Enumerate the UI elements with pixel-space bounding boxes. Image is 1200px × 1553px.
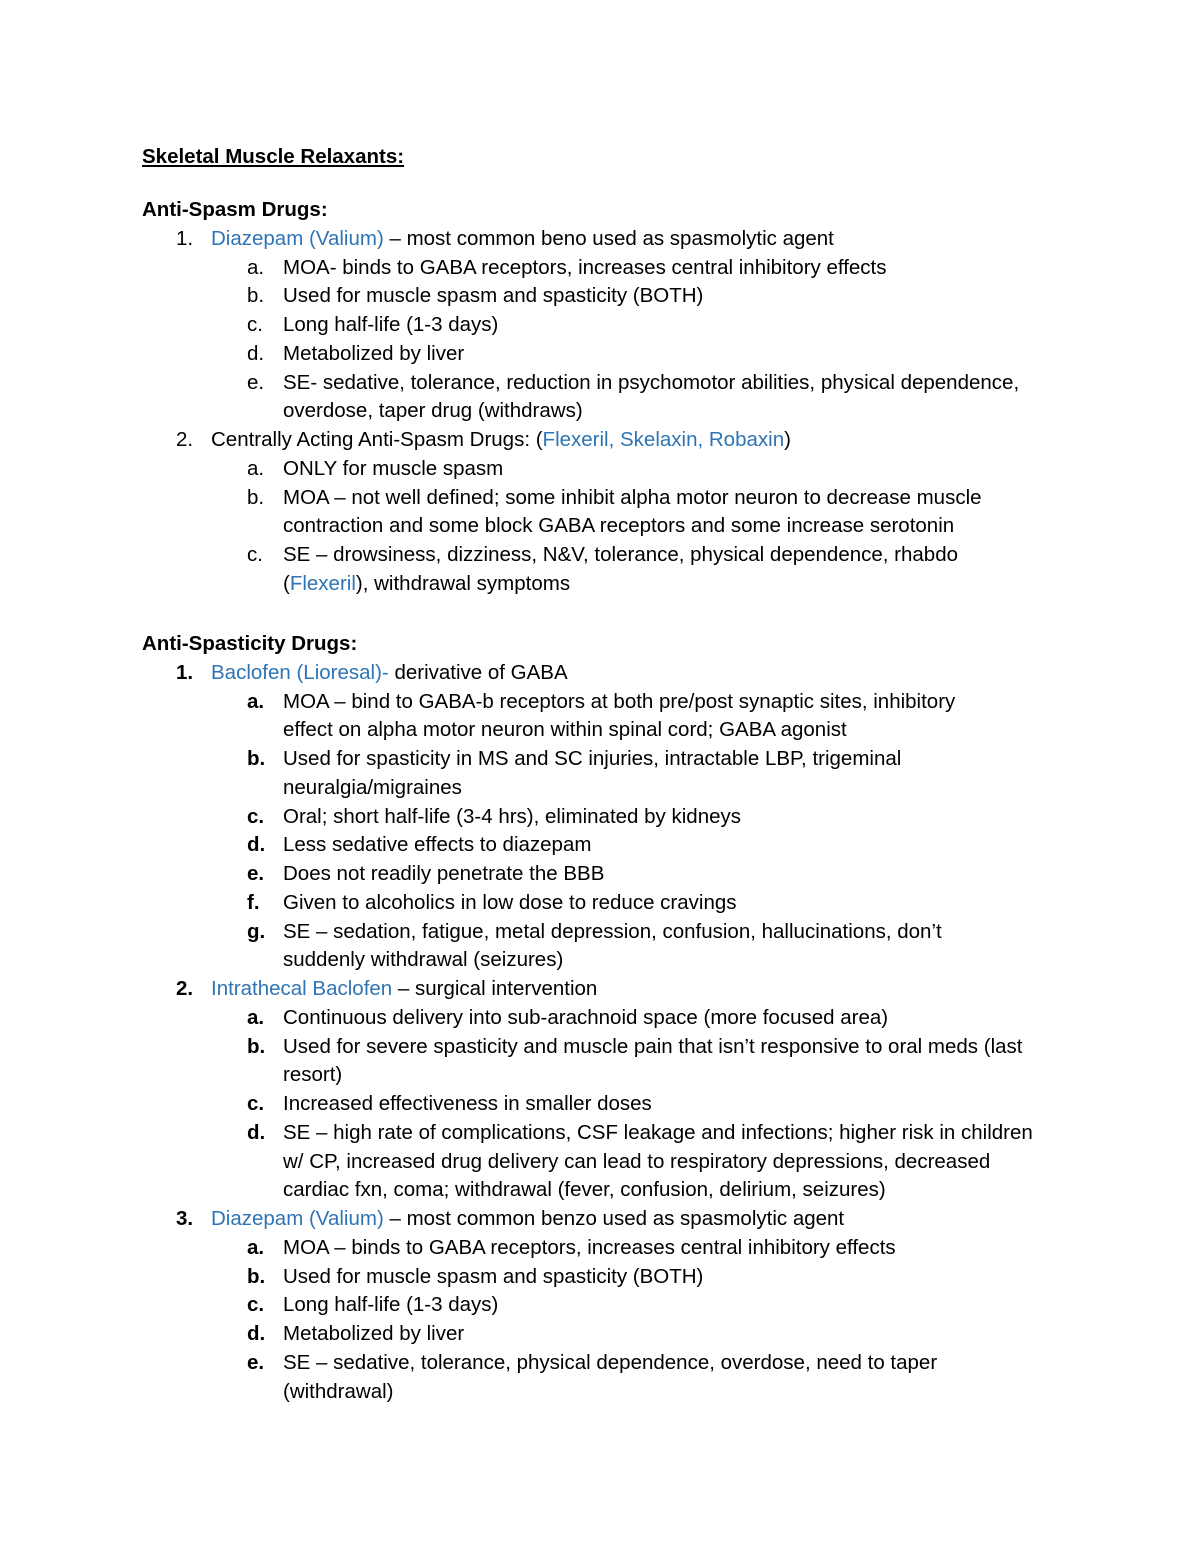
sub-item-text: Used for muscle spasm and spasticity (BOTH) xyxy=(283,1264,704,1288)
item-text: Centrally Acting Anti-Spasm Drugs: ( xyxy=(211,428,543,451)
drug-name: Baclofen (Lioresal)- xyxy=(211,660,389,684)
sub-item-text: Given to alcoholics in low dose to reduce cravings xyxy=(283,890,737,914)
sub-item-text: MOA – bind to GABA-b receptors at both pre/post synaptic sites, inhibitory xyxy=(283,689,956,713)
sub-item-letter: f. xyxy=(247,890,260,914)
sub-item-text: MOA – not well defined; some inhibit alpha motor neuron to decrease muscle xyxy=(283,485,982,509)
sub-item-text: Continuous delivery into sub-arachnoid space (more focused area) xyxy=(283,1005,889,1029)
section-heading: Anti-Spasm Drugs: xyxy=(142,198,328,221)
sub-item-letter: e. xyxy=(247,862,265,885)
item-number: 1. xyxy=(176,226,194,250)
sub-item-text: contraction and some block GABA receptors and some increase serotonin xyxy=(283,514,955,538)
sub-item-letter: b. xyxy=(247,747,266,770)
sub-item-letter: g. xyxy=(247,919,266,943)
sub-item-letter: b. xyxy=(247,1264,266,1288)
sub-item-letter: c. xyxy=(247,1293,265,1317)
sub-item-text: (withdrawal) xyxy=(283,1379,394,1403)
sub-item-letter: a. xyxy=(247,1005,265,1029)
sub-item-letter: d. xyxy=(247,341,265,365)
sub-item-text: Oral; short half-life (3-4 hrs), eliminated by kidneys xyxy=(283,804,742,828)
list-item xyxy=(211,659,568,687)
sub-item-text: w/ CP, increased drug delivery can lead to respiratory depressions, decreased xyxy=(283,1149,991,1173)
sub-item-text: Increased effectiveness in smaller doses xyxy=(283,1092,652,1115)
sub-item-letter: e. xyxy=(247,370,265,394)
drug-name: Intrathecal Baclofen xyxy=(211,977,393,1000)
drug-name: Diazepam (Valium) xyxy=(211,226,384,250)
sub-item-letter: c. xyxy=(247,804,265,828)
list-item xyxy=(211,975,597,1003)
sub-item-text: ONLY for muscle spasm xyxy=(283,456,504,480)
item-number: 3. xyxy=(176,1207,194,1230)
sub-item-text: MOA – binds to GABA receptors, increases central inhibitory effects xyxy=(283,1235,896,1259)
sub-item-letter: a. xyxy=(247,456,265,480)
sub-item-text: Does not readily penetrate the BBB xyxy=(283,862,605,885)
item-text: derivative of GABA xyxy=(388,660,568,684)
item-number: 2. xyxy=(176,428,194,451)
sub-item-letter: c. xyxy=(247,543,263,566)
item-number: 2. xyxy=(176,977,194,1000)
sub-item-text: suddenly withdrawal (seizures) xyxy=(283,948,564,972)
sub-item-text: neuralgia/migraines xyxy=(283,775,462,799)
sub-item-text: Used for severe spasticity and muscle pain that isn’t responsive to oral meds (last xyxy=(283,1034,1023,1058)
sub-item-letter: e. xyxy=(247,1350,265,1374)
section-heading: Anti-Spasticity Drugs: xyxy=(142,632,358,655)
list-item xyxy=(211,426,791,454)
sub-item-text: Metabolized by liver xyxy=(283,341,465,365)
sub-item-text xyxy=(283,570,570,598)
sub-item-text: SE – high rate of complications, CSF leakage and infections; higher risk in children xyxy=(283,1120,1033,1144)
drug-name: Flexeril xyxy=(289,571,356,595)
sub-item-text: SE – drowsiness, dizziness, N&V, tolerance, physical dependence, rhabdo xyxy=(283,543,958,566)
sub-item-text: SE – sedation, fatigue, metal depression, confusion, hallucinations, don’t xyxy=(283,919,942,943)
sub-item-text: resort) xyxy=(283,1063,343,1087)
item-text: – most common benzo used as spasmolytic agent xyxy=(383,1207,845,1230)
sub-item-text: Long half-life (1-3 days) xyxy=(283,313,499,336)
list-item xyxy=(211,225,834,253)
page-title: Skeletal Muscle Relaxants: xyxy=(142,145,405,168)
sub-item-letter: a. xyxy=(247,255,265,279)
item-text: ) xyxy=(784,428,791,451)
sub-item-text: SE – sedative, tolerance, physical dependence, overdose, need to taper xyxy=(283,1350,938,1374)
sub-item-text: MOA- binds to GABA receptors, increases central inhibitory effects xyxy=(283,255,887,279)
sub-item-letter: c. xyxy=(247,1092,265,1115)
sub-item-letter: d. xyxy=(247,833,266,857)
drug-name: Flexeril, Skelaxin, Robaxin xyxy=(542,428,785,451)
sub-item-letter: a. xyxy=(247,689,265,713)
sub-item-text: Metabolized by liver xyxy=(283,1322,465,1345)
item-text: – surgical intervention xyxy=(392,977,598,1000)
item-text: ( xyxy=(283,571,290,595)
sub-item-letter: d. xyxy=(247,1322,266,1345)
sub-item-text: Long half-life (1-3 days) xyxy=(283,1293,499,1317)
sub-item-text: SE- sedative, tolerance, reduction in psychomotor abilities, physical dependence, xyxy=(283,370,1020,394)
sub-item-text: Used for spasticity in MS and SC injuries, intractable LBP, trigeminal xyxy=(283,747,902,770)
sub-item-letter: b. xyxy=(247,284,265,308)
sub-item-text: Less sedative effects to diazepam xyxy=(283,833,592,857)
sub-item-letter: b. xyxy=(247,485,265,509)
sub-item-letter: a. xyxy=(247,1235,265,1259)
sub-item-text: overdose, taper drug (withdraws) xyxy=(283,399,583,423)
item-number: 1. xyxy=(176,660,194,684)
item-text: ), withdrawal symptoms xyxy=(355,571,571,595)
sub-item-text: cardiac fxn, coma; withdrawal (fever, confusion, delirium, seizures) xyxy=(283,1178,886,1202)
drug-name: Diazepam (Valium) xyxy=(211,1207,384,1230)
sub-item-letter: d. xyxy=(247,1120,266,1144)
sub-item-text: Used for muscle spasm and spasticity (BOTH) xyxy=(283,284,704,308)
list-item xyxy=(211,1205,844,1233)
sub-item-text: effect on alpha motor neuron within spinal cord; GABA agonist xyxy=(283,718,847,742)
item-text: – most common beno used as spasmolytic agent xyxy=(383,226,834,250)
sub-item-letter: c. xyxy=(247,313,263,336)
sub-item-letter: b. xyxy=(247,1034,266,1058)
